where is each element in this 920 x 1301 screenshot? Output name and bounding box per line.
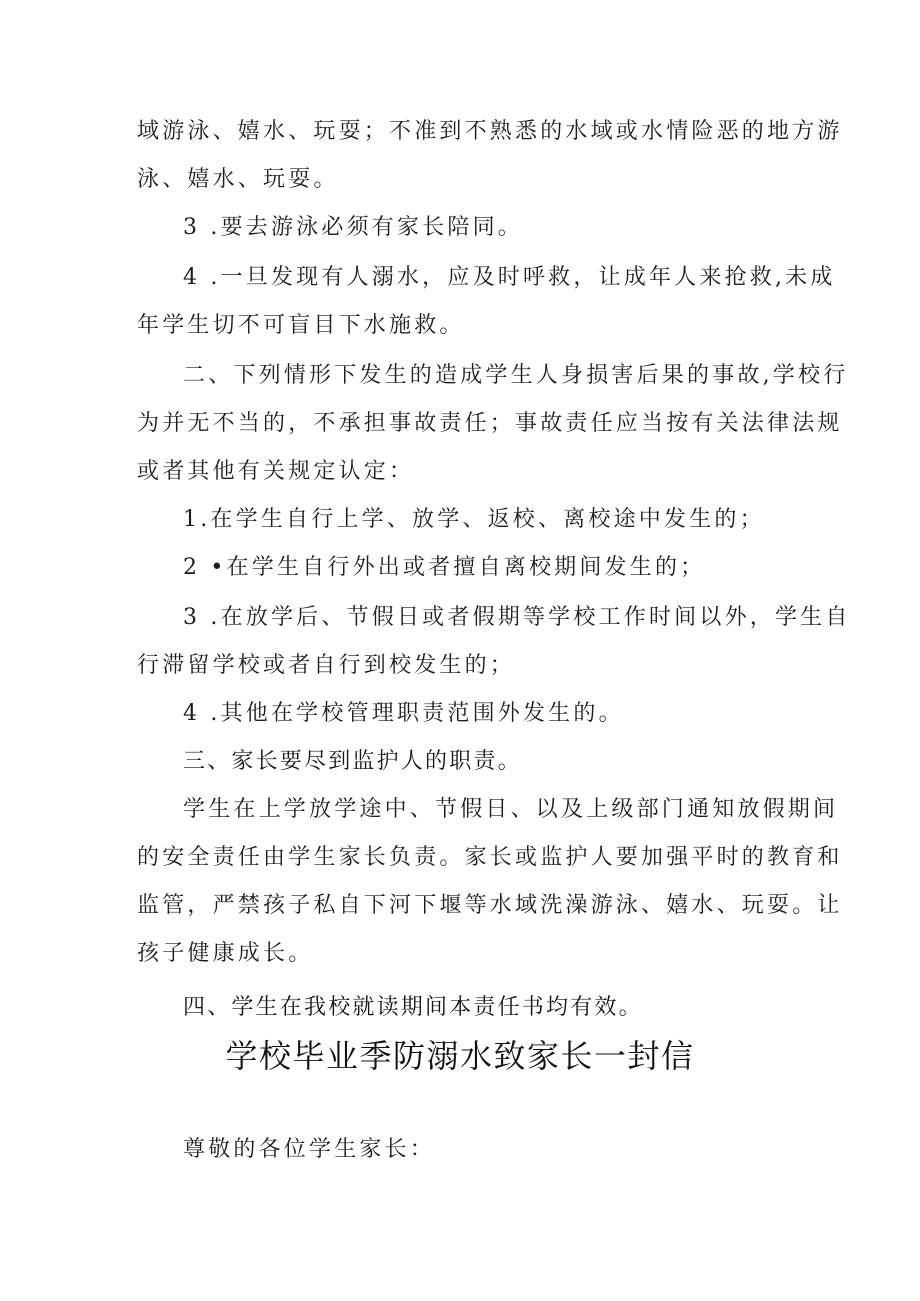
- list-item: 4 .其他在学校管理职责范围外发生的。: [183, 701, 624, 726]
- text-line: 或者其他有关规定认定：: [137, 459, 415, 484]
- list-item: 3 .在放学后、节假日或者假期等学校工作时间以外，学生自: [183, 605, 851, 630]
- text-line: 为并无不当的，不承担事故责任；事故责任应当按有关法律法规: [137, 411, 843, 436]
- list-item: 3 .要去游泳必须有家长陪同。: [183, 215, 523, 240]
- letter-title: 学校毕业季防溺水致家长一封信: [225, 1037, 695, 1075]
- paragraph-line: 的安全责任由学生家长负责。家长或监护人要加强平时的教育和: [137, 845, 843, 870]
- salutation: 尊敬的各位学生家长：: [183, 1137, 436, 1162]
- paragraph-line: 孩子健康成长。: [137, 941, 314, 966]
- section-two-text: 二、下列情形下发生的造成学生人身损害后果的事故,学校行: [183, 363, 849, 388]
- paragraph-line: 监管，严禁孩子私自下河下堰等水域洗澡游泳、嬉水、玩耍。让: [137, 893, 843, 918]
- section-heading-3: 三、家长要尽到监护人的职责。: [183, 749, 522, 774]
- paragraph-line: 学生在上学放学途中、节假日、以及上级部门通知放假期间: [183, 797, 839, 822]
- list-item: 1.在学生自行上学、放学、返校、离校途中发生的；: [183, 507, 765, 532]
- list-item: 4 .一旦发现有人溺水，应及时呼救，让成年人来抢救,未成: [183, 265, 836, 290]
- text-line: 域游泳、嬉水、玩耍；不准到不熟悉的水域或水情险恶的地方游: [137, 119, 843, 144]
- section-heading-4: 四、学生在我校就读期间本责任书均有效。: [183, 995, 643, 1020]
- text-line: 行滞留学校或者自行到校发生的；: [137, 653, 516, 678]
- text-line: 年学生切不可盲目下水施救。: [137, 313, 465, 338]
- list-item: 2 •在学生自行外出或者擅自离校期间发生的；: [183, 555, 706, 580]
- text-line: 泳、嬉水、玩耍。: [137, 167, 339, 192]
